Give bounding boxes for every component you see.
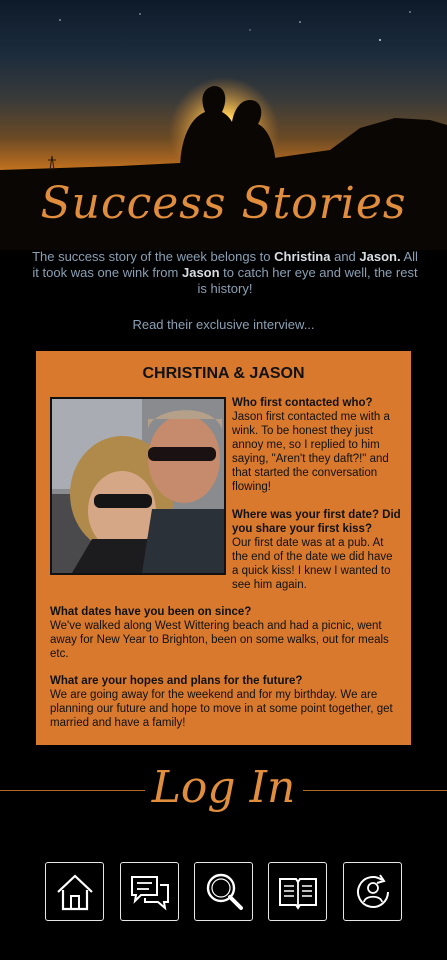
read-interview-link[interactable]: Read their exclusive interview...: [132, 317, 315, 332]
home-icon: [54, 871, 96, 913]
search-icon: [203, 871, 245, 913]
name-jason-2: Jason: [181, 265, 220, 280]
hero-banner: [0, 0, 447, 250]
question-3: What dates have you been on since?: [50, 606, 252, 618]
login-section: [0, 760, 447, 820]
couple-photo: [50, 397, 226, 575]
story-title: CHRISTINA & JASON: [142, 365, 305, 382]
qa-block-3: [50, 605, 402, 661]
question-1: Who first contacted who?: [232, 397, 373, 409]
question-4: What are your hopes and plans for the future?: [50, 675, 303, 687]
qa-block-1: [232, 396, 402, 494]
user-refresh-icon: [352, 871, 394, 913]
question-2: Where was your first date? Did you share your first kiss?: [232, 509, 401, 535]
answer-3: We've walked along West Wittering beach and had a picnic, went away for New Year to Brighton, been on some walks, out for meals etc.: [50, 620, 389, 660]
nav-search-button[interactable]: [194, 862, 253, 921]
page-title: Success Stories: [40, 178, 407, 229]
name-jason: Jason.: [359, 249, 401, 264]
nav-stories-button[interactable]: [268, 862, 327, 921]
nav-profile-button[interactable]: [343, 862, 402, 921]
nav-home-button[interactable]: [45, 862, 104, 921]
messages-icon: [129, 871, 171, 913]
qa-block-4: [50, 674, 402, 730]
login-button[interactable]: Log In: [151, 762, 296, 813]
book-icon: [277, 871, 319, 913]
answer-2: Our first date was at a pub. At the end of the date we did have a quick kiss! I knew I wanted to see him again.: [232, 537, 393, 591]
answer-4: We are going away for the weekend and for my birthday. We are planning our future and hope to move in at some point together, get married and have a family!: [50, 689, 393, 729]
qa-block-2: [232, 508, 402, 592]
nav-messages-button[interactable]: [120, 862, 179, 921]
story-card: [36, 351, 411, 745]
answer-1: Jason first contacted me with a wink. To be honest they just annoy me, so I replied to him saying, "Aren't they daft?!" and that started the conversation flowing!: [232, 411, 390, 493]
name-christina: Christina: [274, 249, 331, 264]
intro-text: The success story of the week belongs to Christina and Jason. All it took was one wink from Jason to catch her eye and well, the rest is history!: [32, 249, 418, 296]
